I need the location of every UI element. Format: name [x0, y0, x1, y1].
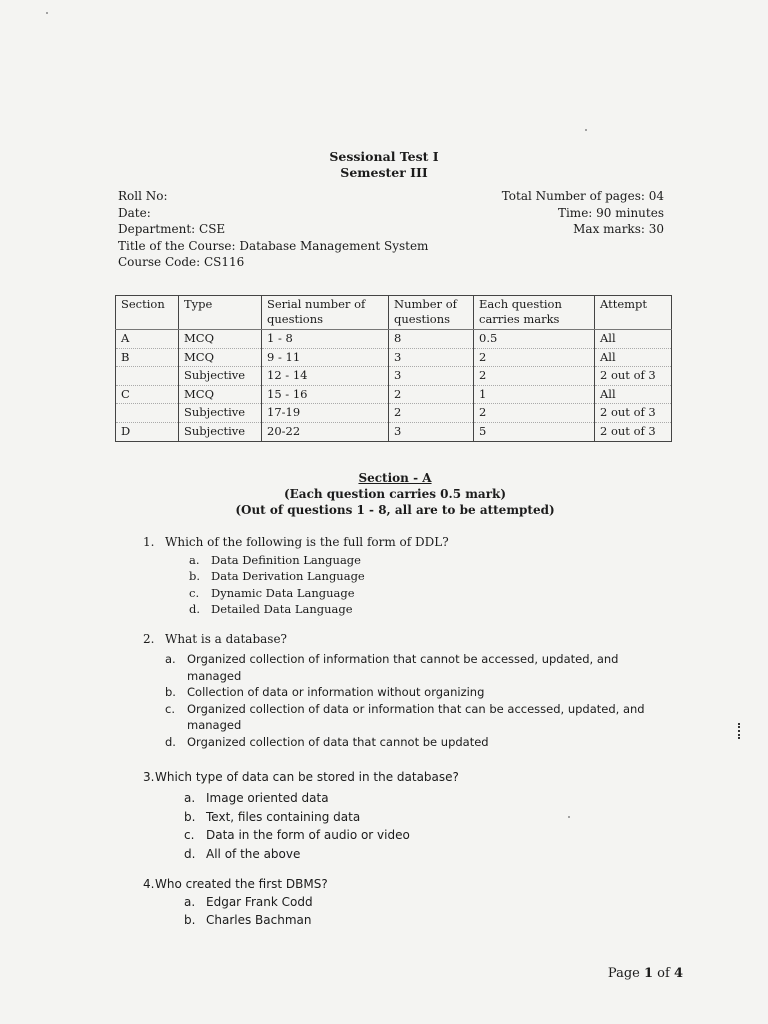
section-a-title: Section - A	[358, 471, 432, 485]
option-text: Data in the form of audio or video	[206, 828, 410, 842]
option-letter: a.	[165, 652, 176, 666]
table-cell: MCQ	[179, 330, 262, 349]
time-label: Time: 90 minutes	[557, 205, 664, 220]
table-cell: 5	[474, 422, 595, 441]
scan-speck	[585, 129, 587, 131]
question-number: 1.	[143, 535, 155, 549]
table-cell: 3	[389, 367, 474, 386]
option-item	[189, 601, 439, 617]
option-letter: b.	[165, 685, 176, 699]
option-item	[189, 552, 439, 568]
table-cell: 2	[474, 348, 595, 367]
page-of: of	[657, 966, 670, 981]
roll-no-label: Roll No:	[118, 189, 168, 203]
section-a-marks-note: (Each question carries 0.5 mark)	[283, 487, 507, 501]
option-text: Charles Bachman	[206, 912, 312, 927]
option-text: Dynamic Data Language	[211, 585, 355, 600]
option-item	[165, 684, 675, 701]
option-letter: c.	[165, 701, 175, 716]
section-a-attempt-note: (Out of questions 1 - 8, all are to be attempted)	[235, 503, 555, 517]
table-cell	[116, 404, 179, 423]
table-cell: 3	[389, 348, 474, 367]
scan-speck	[568, 816, 570, 818]
table-cell: A	[116, 330, 179, 349]
option-text: Organized collection of data that cannot be updated	[187, 734, 489, 749]
option-list	[165, 651, 675, 750]
table-cell: Subjective	[179, 422, 262, 441]
option-text: Organized collection of data or information that can be accessed, updated, and managed	[187, 701, 645, 732]
question-number: 2.	[143, 632, 155, 646]
date-label: Date:	[118, 205, 151, 220]
department-label: Department: CSE	[118, 222, 226, 236]
table-header-row	[116, 296, 672, 330]
option-letter: a.	[189, 553, 200, 567]
option-letter: d.	[165, 734, 176, 749]
table-cell: 1 - 8	[262, 330, 389, 349]
question-text: Who created the first DBMS?	[155, 877, 328, 891]
option-item	[165, 734, 675, 751]
table-cell: MCQ	[179, 348, 262, 367]
table-cell: All	[595, 330, 672, 349]
table-header-cell: Each question carries marks	[474, 296, 595, 330]
option-item	[184, 789, 484, 808]
table-header-cell: Section	[116, 296, 179, 330]
page-current: 1	[643, 966, 654, 981]
option-letter: d.	[189, 601, 201, 616]
option-letter: a.	[184, 895, 196, 909]
option-letter: c.	[189, 585, 200, 600]
semester-title: Semester III	[340, 165, 428, 180]
option-item	[189, 585, 439, 601]
option-item	[165, 701, 675, 734]
scan-edge-mark	[738, 723, 742, 739]
option-text: Detailed Data Language	[211, 601, 353, 616]
table-cell: 1	[474, 385, 595, 404]
table-cell: 2 out of 3	[595, 422, 672, 441]
table-row	[116, 330, 672, 349]
option-text: Text, files containing data	[206, 809, 361, 824]
question-text: Which type of data can be stored in the database?	[155, 770, 459, 784]
option-text: Organized collection of information that cannot be accessed, updated, and managed	[187, 652, 619, 683]
option-item	[189, 568, 439, 584]
table-cell: 12 - 14	[262, 367, 389, 386]
table-cell: 9 - 11	[262, 348, 389, 367]
option-item	[184, 912, 444, 930]
option-item	[184, 808, 484, 827]
table-row	[116, 348, 672, 367]
option-letter: b.	[184, 912, 196, 927]
table-cell: All	[595, 348, 672, 367]
exam-details-left	[118, 188, 428, 271]
page-total: 4	[673, 966, 683, 981]
exam-details-right	[502, 188, 664, 238]
table-cell: All	[595, 385, 672, 404]
table-cell: 2	[389, 404, 474, 423]
table-header-cell: Attempt	[595, 296, 672, 330]
option-letter: d.	[184, 846, 196, 861]
section-a-heading	[0, 470, 768, 518]
table-cell: Subjective	[179, 367, 262, 386]
table-cell: Subjective	[179, 404, 262, 423]
table-cell: 2 out of 3	[595, 404, 672, 423]
option-letter: a.	[184, 791, 196, 805]
table-header-cell: Serial number of questions	[262, 296, 389, 330]
page-word: Page	[607, 966, 640, 981]
table-header-cell: Type	[179, 296, 262, 330]
option-list	[184, 894, 444, 929]
table-cell: D	[116, 422, 179, 441]
question-number: 3.	[143, 770, 155, 784]
page-number	[608, 966, 683, 981]
option-text: All of the above	[206, 846, 301, 861]
option-letter: b.	[184, 809, 196, 824]
table-row	[116, 404, 672, 423]
table-row	[116, 385, 672, 404]
table-row	[116, 422, 672, 441]
table-cell: C	[116, 385, 179, 404]
table-cell: 2 out of 3	[595, 367, 672, 386]
option-text: Data Definition Language	[211, 553, 361, 567]
table-cell: 2	[474, 367, 595, 386]
option-letter: b.	[189, 569, 201, 584]
option-text: Image oriented data	[206, 791, 329, 805]
table-header-cell: Number of questions	[389, 296, 474, 330]
max-marks-label: Max marks: 30	[573, 222, 664, 236]
course-title-label: Title of the Course: Database Management System	[118, 238, 429, 253]
table-cell: 8	[389, 330, 474, 349]
table-cell: MCQ	[179, 385, 262, 404]
table-cell: 15 - 16	[262, 385, 389, 404]
table-cell: 20-22	[262, 422, 389, 441]
exam-title: Sessional Test I	[329, 149, 439, 164]
option-item	[184, 894, 444, 912]
option-item	[165, 651, 675, 684]
table-cell: 2	[389, 385, 474, 404]
option-text: Data Derivation Language	[211, 569, 365, 584]
table-cell: 2	[474, 404, 595, 423]
table-cell: 17-19	[262, 404, 389, 423]
option-item	[184, 845, 484, 864]
table-cell	[116, 367, 179, 386]
option-list	[189, 552, 439, 617]
question-number: 4.	[143, 877, 155, 891]
table-cell: B	[116, 348, 179, 367]
table-cell: 0.5	[474, 330, 595, 349]
table-row	[116, 367, 672, 386]
option-list	[184, 789, 484, 863]
option-text: Collection of data or information without organizing	[187, 685, 485, 699]
total-pages-label: Total Number of pages: 04	[501, 189, 664, 203]
option-letter: c.	[184, 828, 195, 842]
question-text: What is a database?	[165, 632, 287, 646]
option-text: Edgar Frank Codd	[206, 895, 313, 909]
table-cell: 3	[389, 422, 474, 441]
course-code-label: Course Code: CS116	[118, 255, 245, 269]
marks-distribution-table	[115, 295, 672, 442]
option-item	[184, 826, 484, 845]
scan-speck	[46, 12, 48, 14]
question-text: Which of the following is the full form of DDL?	[165, 535, 449, 549]
